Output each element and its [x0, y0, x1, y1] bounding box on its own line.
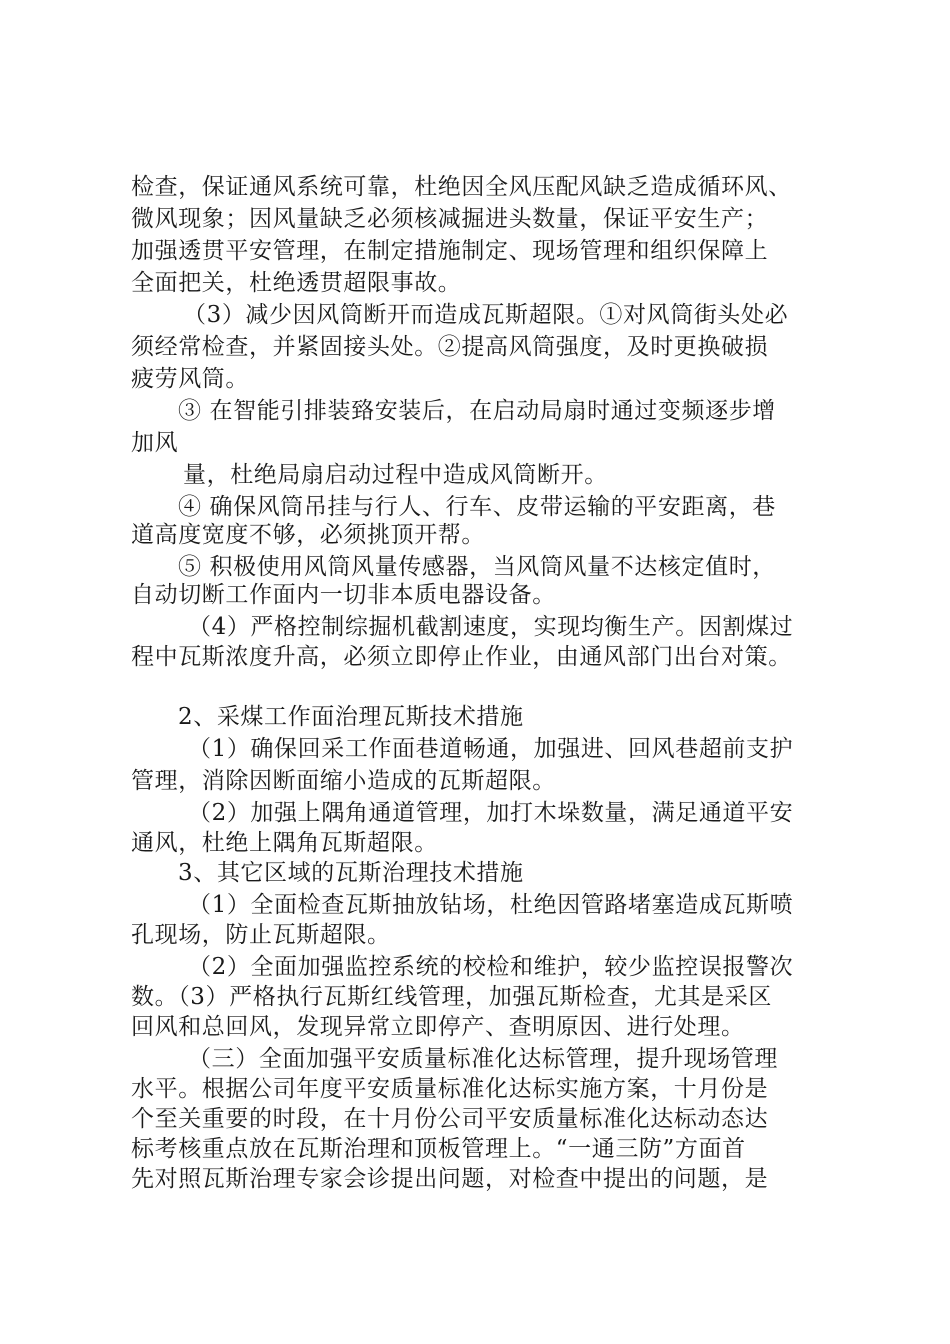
paragraph-line: （1）确保回采工作面巷道畅通，加强进、回风巷超前支护: [188, 736, 794, 762]
paragraph-line: 加强透贯平安管理，在制定措施制定、现场管理和组织保障上: [131, 238, 769, 264]
paragraph-line: 标考核重点放在瓦斯治理和顶板管理上。“一通三防”方面首: [131, 1136, 746, 1162]
paragraph-line: 道高度宽度不够，必须挑顶开帮。: [131, 522, 485, 548]
paragraph-line: 检查，保证通风系统可靠，杜绝因全风压配风缺乏造成循环风、: [131, 174, 792, 200]
paragraph-line: 数。（3）严格执行瓦斯红线管理，加强瓦斯检查，尤其是采区: [131, 984, 772, 1010]
paragraph-line: 个至关重要的时段，在十月份公司平安质量标准化达标动态达: [131, 1106, 769, 1132]
paragraph-line: 孔现场，防止瓦斯超限。: [131, 922, 391, 948]
paragraph-line: 量，杜绝局扇启动过程中造成风筒断开。: [183, 462, 608, 488]
section-heading: 2、采煤工作面治理瓦斯技术措施: [178, 704, 524, 730]
paragraph-line: 水平。根据公司年度平安质量标准化达标实施方案，十月份是: [131, 1076, 769, 1102]
paragraph-line: （4）严格控制综掘机截割速度，实现均衡生产。因割煤过: [188, 614, 794, 640]
paragraph-line: 程中瓦斯浓度升高，必须立即停止作业，由通风部门出台对策。: [131, 644, 792, 670]
paragraph-line: 管理，消除因断面缩小造成的瓦斯超限。: [131, 768, 556, 794]
paragraph-line: 自动切断工作面内一切非本质电器设备。: [131, 582, 556, 608]
paragraph-line: ③ 在智能引排装臵安装后，在启动局扇时通过变频逐步增: [178, 398, 776, 424]
paragraph-line: （3）减少因风筒断开而造成瓦斯超限。①对风筒街头处必: [183, 302, 789, 328]
paragraph-line: （三）全面加强平安质量标准化达标管理，提升现场管理: [188, 1046, 778, 1072]
paragraph-line: ⑤ 积极使用风筒风量传感器，当风筒风量不达核定值时，: [178, 554, 776, 580]
section-heading: 3、其它区域的瓦斯治理技术措施: [178, 860, 524, 886]
paragraph-line: 须经常检查，并紧固接头处。②提高风筒强度，及时更换破损: [131, 334, 769, 360]
paragraph-line: （1）全面检查瓦斯抽放钻场，杜绝因管路堵塞造成瓦斯喷: [188, 892, 794, 918]
paragraph-line: 回风和总回风，发现异常立即停产、查明原因、进行处理。: [131, 1014, 745, 1040]
paragraph-line: 先对照瓦斯治理专家会诊提出问题，对检查中提出的问题，是: [131, 1166, 769, 1192]
paragraph-line: （2）全面加强监控系统的校检和维护，较少监控误报警次: [188, 954, 794, 980]
paragraph-line: 通风，杜绝上隅角瓦斯超限。: [131, 830, 438, 856]
paragraph-line: 全面把关，杜绝透贯超限事故。: [131, 270, 462, 296]
paragraph-line: 疲劳风筒。: [131, 366, 249, 392]
paragraph-line: 加风: [131, 430, 179, 456]
paragraph-line: （2）加强上隅角通道管理，加打木垛数量，满足通道平安: [188, 800, 794, 826]
paragraph-line: 微风现象；因风量缺乏必须核减掘进头数量，保证平安生产；: [131, 206, 769, 232]
paragraph-line: ④ 确保风筒吊挂与行人、行车、皮带运输的平安距离，巷: [178, 494, 776, 520]
